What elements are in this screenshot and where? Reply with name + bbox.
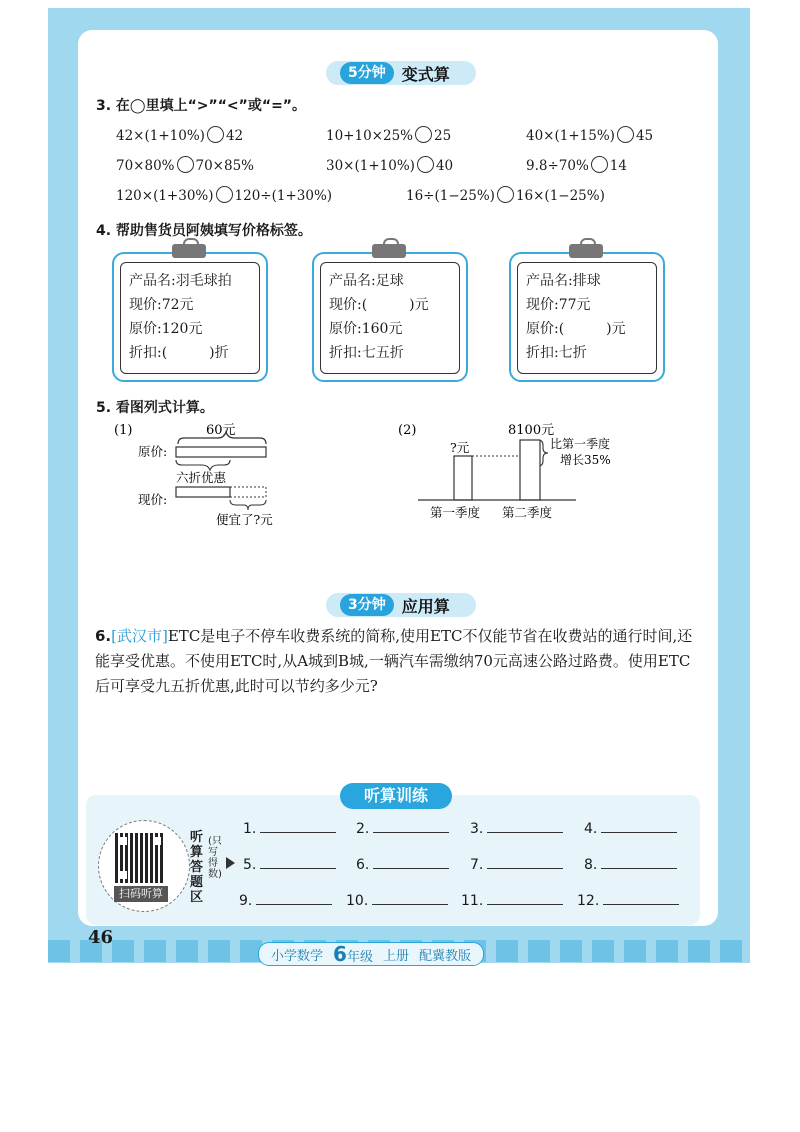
blank-number: 7. — [470, 857, 484, 873]
blank-number: 5. — [243, 857, 257, 873]
compare-item — [526, 126, 653, 144]
clip-icon — [172, 244, 206, 258]
diagram-number: (2) — [398, 423, 417, 438]
answer-circle[interactable] — [216, 186, 233, 203]
blank-number: 8. — [584, 857, 598, 873]
compare-item — [406, 186, 605, 204]
price-tag-card — [509, 252, 665, 382]
compare-item — [116, 126, 243, 144]
qr-label: 扫码听算 — [114, 886, 168, 902]
section-title: 应用算 — [401, 596, 450, 616]
diagram-quarters — [396, 418, 616, 528]
saved-bar — [230, 487, 266, 497]
answer-circle[interactable] — [417, 156, 434, 173]
answer-blank[interactable] — [577, 892, 679, 909]
compare-item — [326, 156, 453, 174]
expr-right: 14 — [609, 158, 627, 174]
tag-line: 折扣:七五折 — [329, 345, 404, 361]
section-tag: 3分钟 — [340, 594, 394, 616]
expr-right: 25 — [434, 128, 452, 144]
answer-blank[interactable] — [239, 892, 332, 909]
answer-blank[interactable] — [584, 820, 677, 837]
answer-circle[interactable] — [177, 156, 194, 173]
tag-line: 产品名:排球 — [526, 273, 601, 289]
answer-line[interactable] — [373, 820, 449, 833]
tag-line: 产品名:足球 — [329, 273, 404, 289]
compare-item — [116, 186, 332, 204]
answer-blank[interactable] — [243, 856, 336, 873]
arrow-right-icon — [226, 857, 235, 869]
question-6-text: ETC是电子不停车收费系统的简称,使用ETC不仅能节省在收费站的通行时间,还能享受优惠。不使用ETC时,从A城到B城,一辆汽车需缴纳70元高速公路过路费。使用ETC后可享受九五折优惠,此时可以节约多少元? — [95, 627, 693, 695]
blank-number: 9. — [239, 893, 253, 909]
answer-line[interactable] — [372, 892, 448, 905]
answer-line[interactable] — [256, 892, 332, 905]
blank-number: 11. — [461, 893, 484, 909]
answer-blank[interactable] — [470, 856, 563, 873]
footer-subject: 小学数学 — [271, 948, 324, 964]
expr-left: 120×(1+30%) — [116, 188, 214, 204]
answer-line[interactable] — [601, 856, 677, 869]
answer-blank[interactable] — [470, 820, 563, 837]
tag-line[interactable]: 现价:( )元 — [329, 297, 429, 313]
expr-left: 9.8÷70% — [526, 158, 589, 174]
answer-blank[interactable] — [346, 892, 448, 909]
expr-right: 45 — [635, 128, 654, 144]
expr-left: 42×(1+10%) — [116, 128, 205, 144]
answer-circle[interactable] — [591, 156, 608, 173]
section-title: 变式算 — [401, 64, 450, 84]
bar-q1 — [454, 456, 472, 500]
blank-number: 6. — [356, 857, 370, 873]
question-6-number: 6. — [95, 627, 112, 645]
expr-right: 16×(1−25%) — [515, 188, 605, 204]
answer-line[interactable] — [603, 892, 679, 905]
price-tag-card — [312, 252, 468, 382]
blank-number: 2. — [356, 821, 370, 837]
tag-line[interactable]: 原价:( )元 — [526, 321, 626, 337]
price-tag-card — [112, 252, 268, 382]
compare-item — [116, 156, 254, 174]
footer-banner — [258, 942, 484, 966]
increase-note-2: 增长35% — [560, 453, 611, 467]
increase-note-1: 比第一季度 — [550, 437, 611, 451]
section-header-5min — [326, 61, 476, 85]
original-amount-label: 60元 — [206, 423, 236, 438]
saved-label: 便宜了?元 — [216, 512, 273, 527]
original-price-label: 原价: — [138, 444, 168, 459]
expr-right: 42 — [225, 128, 244, 144]
blank-number: 1. — [243, 821, 257, 837]
answer-line[interactable] — [373, 856, 449, 869]
answer-line[interactable] — [487, 820, 563, 833]
footer-grade-number: 6 — [333, 942, 347, 966]
diagram-discount — [110, 418, 310, 528]
brace-saved — [230, 500, 266, 510]
answer-line[interactable] — [487, 892, 563, 905]
tag-line: 折扣:七折 — [526, 345, 587, 361]
footer-grade: 年级 — [346, 950, 373, 965]
answer-area-sublabel: (只写得数) — [208, 836, 222, 880]
compare-item — [526, 156, 627, 174]
expr-right: 70×85% — [195, 158, 254, 174]
x-label-q1: 第一季度 — [430, 505, 481, 520]
expr-left: 16÷(1−25%) — [406, 188, 495, 204]
answer-blank[interactable] — [356, 820, 449, 837]
tag-line: 原价:160元 — [329, 321, 403, 337]
footer-edition: 配冀教版 — [418, 948, 471, 964]
answer-circle[interactable] — [415, 126, 432, 143]
expr-right: 40 — [435, 158, 454, 174]
diagram-number: (1) — [114, 423, 133, 438]
question-5-prompt: 5. 看图列式计算。 — [96, 400, 214, 416]
section-header-3min — [326, 593, 476, 617]
question-3-prompt: 3. 在◯里填上“>”“<”或“=”。 — [96, 98, 306, 114]
compare-item — [326, 126, 451, 144]
answer-line[interactable] — [487, 856, 563, 869]
expr-left: 40×(1+15%) — [526, 128, 615, 144]
tag-line: 原价:120元 — [129, 321, 203, 337]
tag-line[interactable]: 折扣:( )折 — [129, 345, 229, 361]
original-bar — [176, 447, 266, 457]
answer-blank[interactable] — [461, 892, 563, 909]
blank-number: 10. — [346, 893, 369, 909]
question-4-prompt: 4. 帮助售货员阿姨填写价格标签。 — [96, 223, 312, 239]
expr-left: 30×(1+10%) — [326, 158, 415, 174]
qr-code-icon[interactable] — [115, 833, 165, 883]
expr-left: 70×80% — [116, 158, 175, 174]
current-bar — [176, 487, 230, 497]
answer-line[interactable] — [260, 856, 336, 869]
answer-line[interactable] — [601, 820, 677, 833]
answer-circle[interactable] — [497, 186, 514, 203]
q2-value-label: 8100元 — [508, 423, 555, 438]
brace-discount — [176, 460, 230, 470]
listening-title: 听算训练 — [340, 783, 452, 809]
answer-blank[interactable] — [243, 820, 336, 837]
q1-value-label: ?元 — [450, 440, 470, 455]
answer-circle[interactable] — [617, 126, 634, 143]
bar-q2 — [520, 440, 540, 500]
answer-line[interactable] — [260, 820, 336, 833]
discount-label: 六折优惠 — [176, 470, 227, 485]
footer-term: 上册 — [382, 948, 409, 964]
answer-blank[interactable] — [356, 856, 449, 873]
answer-blank[interactable] — [584, 856, 677, 873]
current-price-label: 现价: — [138, 492, 168, 507]
x-label-q2: 第二季度 — [502, 505, 553, 520]
city-tag: [武汉市] — [111, 627, 168, 645]
blank-number: 12. — [577, 893, 600, 909]
section-tag: 5分钟 — [340, 62, 394, 84]
blank-number: 4. — [584, 821, 598, 837]
answer-circle[interactable] — [207, 126, 224, 143]
answer-area-label: 听算答题区 — [190, 830, 204, 905]
blank-number: 3. — [470, 821, 484, 837]
expr-left: 10+10×25% — [326, 128, 413, 144]
clip-icon — [372, 244, 406, 258]
page-number: 46 — [88, 927, 114, 948]
tag-line: 现价:77元 — [526, 297, 591, 313]
tag-line: 现价:72元 — [129, 297, 194, 313]
clip-icon — [569, 244, 603, 258]
expr-right: 120÷(1+30%) — [234, 188, 333, 204]
tag-line: 产品名:羽毛球拍 — [129, 273, 232, 289]
question-6 — [95, 624, 695, 699]
